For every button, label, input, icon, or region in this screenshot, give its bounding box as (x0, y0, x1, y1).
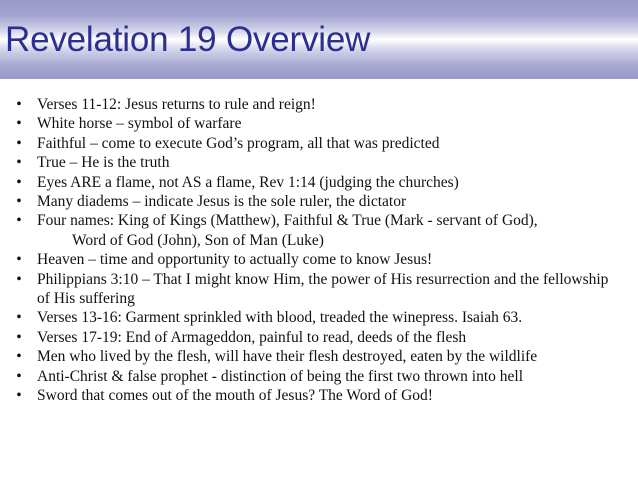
bullet-text: Verses 11-12: Jesus returns to rule and reign! (37, 96, 316, 113)
bullet-item-faithful (0, 134, 638, 153)
bullet-item-heaven (0, 250, 638, 269)
bullet-icon: • (16, 251, 22, 269)
bullet-item-many-diadems (0, 192, 638, 211)
bullet-icon: • (16, 134, 22, 152)
bullet-text: Four names: King of Kings (Matthew), Faithful & True (Mark - servant of God), (37, 212, 538, 230)
bullet-icon: • (16, 270, 22, 288)
bullet-item-sword (0, 386, 638, 405)
bullet-icon: • (16, 387, 22, 405)
bullet-text-continuation: of His suffering (37, 290, 135, 308)
bullet-item-verses-13-16 (0, 308, 638, 327)
bullet-icon: • (16, 193, 22, 211)
bullet-text-continuation: Word of God (John), Son of Man (Luke) (72, 231, 324, 249)
bullet-text: Heaven – time and opportunity to actually come to know Jesus! (37, 251, 433, 269)
bullet-text: Sword that comes out of the mouth of Jesus? The Word of God! (37, 387, 433, 405)
bullet-icon: • (16, 367, 22, 385)
bullet-text: Faithful – come to execute God’s program, all that was predicted (37, 134, 440, 152)
bullet-text: Many diadems – indicate Jesus is the sole ruler, the dictator (37, 193, 407, 211)
bullet-item-anti-christ (0, 367, 638, 386)
bullet-item-philippians (0, 270, 638, 309)
bullet-text: White horse – symbol of warfare (37, 115, 242, 133)
bullet-text: Anti-Christ & false prophet - distinction of being the first two thrown into hell (37, 367, 524, 385)
bullet-item-four-names (0, 211, 638, 250)
bullet-list (0, 95, 638, 406)
bullet-text: Verses 13-16: Garment sprinkled with blood, treaded the winepress. Isaiah 63. (37, 309, 523, 327)
bullet-icon: • (16, 173, 22, 191)
bullet-icon: • (16, 348, 22, 366)
bullet-item-eyes-flame (0, 173, 638, 192)
bullet-icon: • (16, 212, 22, 230)
bullet-item-verses-11-12 (0, 95, 638, 114)
bullet-icon: • (16, 154, 22, 172)
bullet-icon: • (16, 115, 22, 133)
slide-title: Revelation 19 Overview (5, 20, 371, 59)
bullet-icon: • (16, 328, 22, 346)
bullet-icon: • (16, 309, 22, 327)
bullet-icon: • (16, 96, 22, 113)
bullet-text: Men who lived by the flesh, will have their flesh destroyed, eaten by the wildlife (37, 348, 538, 366)
title-banner (0, 0, 638, 79)
bullet-text: Verses 17-19: End of Armageddon, painful to read, deeds of the flesh (37, 328, 467, 346)
bullet-item-true (0, 153, 638, 172)
bullet-text: True – He is the truth (37, 154, 170, 172)
bullet-item-men-flesh (0, 347, 638, 366)
bullet-item-white-horse (0, 114, 638, 133)
bullet-item-verses-17-19 (0, 328, 638, 347)
bullet-text: Eyes ARE a flame, not AS a flame, Rev 1:14 (judging the churches) (37, 173, 459, 191)
bullet-text: Philippians 3:10 – That I might know Him, the power of His resurrection and the fellowship (37, 270, 609, 288)
